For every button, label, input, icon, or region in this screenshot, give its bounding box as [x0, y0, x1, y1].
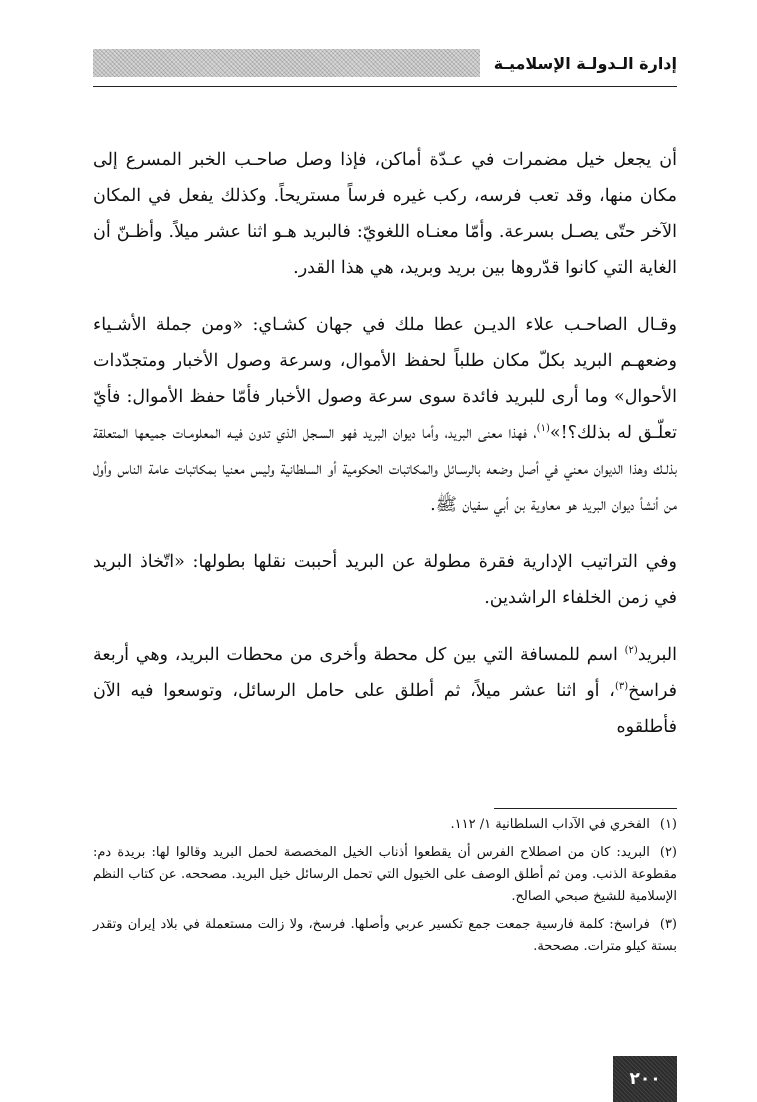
- header-pattern-band: [93, 49, 480, 77]
- paragraph-4-start: البريد: [637, 645, 677, 665]
- header-title: إدارة الـدولـة الإسلاميـة: [493, 53, 677, 73]
- paragraph-4-middle: اسم للمسافة التي بين كل محطة وأخرى من محطات البريد، وهي أربعة فراسخ: [93, 645, 677, 701]
- header-divider: [93, 86, 677, 87]
- footnote-3: [93, 914, 677, 958]
- footnote-number: (٣): [659, 917, 677, 932]
- paragraph-2-continued: ، فهذا معنى البريد، وأما ديوان البريد فهو السـجل الذي تدون فيـه المعلومـات جميعها المتعلقة بذلـك وهذا الديوان معني في أصل وضعه بالرسـائل والمكاتبات الحكومية أو السلطانية وليس معنيا بمكاتبات عامة الناس وأول من أنشأ ديوان البريد هو معاوية بن أبي سفيان ﷺ.: [93, 423, 677, 515]
- footnote-ref-3: (٣): [614, 681, 629, 693]
- footnote-text: فراسخ: كلمة فارسية جمعت جمع تكسير عربي وأصلها. فرسخ، ولا زالت مستعملة في بلاد إيران وتقدر بستة كيلو مترات. مصححة.: [93, 917, 677, 954]
- footnote-ref-2: (٢): [624, 645, 638, 657]
- footnotes: [93, 814, 677, 964]
- paragraph-2-text: وقـال الصاحـب علاء الديـن عطا ملك في جهان كشـاي: «ومن جملة الأشـياء وضعهـم البريد بكلّ مكان طلباً لحفظ الأموال، وسرعة وصول الأخبار ومتجدّدات الأحوال» وما أرى للبريد فائدة سوى سرعة وصول الأخبار فأمّا حفظ الأموال: فأيّ تعلّـق له بذلك؟!»: [93, 315, 677, 443]
- footnote-number: (٢): [659, 845, 677, 860]
- paragraph-3: وفي التراتيب الإدارية فقرة مطولة عن البريد أحببت نقلها بطولها: «اتّخاذ البريد في زمن الخلفاء الراشدين.: [93, 552, 677, 608]
- footnote-1: [93, 814, 677, 836]
- footnote-text: الفخري في الآداب السلطانية ١/ ١١٢.: [450, 817, 650, 832]
- page-number-box: [613, 1056, 677, 1102]
- paragraph-1: أن يجعل خيل مضمرات في عـدّة أماكن، فإذا وصل صاحـب الخبر المسرع إلى مكان منها، وقد تعب فرسه، ركب غيره فرساً مستريحاً. وكذلك يفعل في المكان الآخر حتّى يصـل بسرعة. وأمّا معنـاه اللغويّ: فالبريد هـو اثنا عشر ميلاً. وأظـنّ أن الغاية التي كانوا قدّروها بين بريد وبريد، هي هذا القدر.: [93, 150, 677, 278]
- footnote-divider: [494, 808, 677, 809]
- paragraph-4: [93, 637, 677, 745]
- footnote-2: [93, 842, 677, 908]
- footnote-number: (١): [659, 817, 677, 832]
- paragraph-4-end: ، أو اثنا عشر ميلاً، ثم أطلق على حامل الرسائل، وتوسعوا فيه الآن فأطلقوه: [93, 681, 677, 737]
- paragraph-2: [93, 307, 677, 523]
- body-text: [93, 142, 677, 766]
- footnote-ref-1: (١): [536, 423, 550, 435]
- page-number: ٢٠٠: [629, 1069, 661, 1089]
- footnote-text: البريد: كان من اصطلاح الفرس أن يقطعوا أذناب الخيل المخصصة لحمل البريد وقالوا لها: بريدة دم: مقطوعة الذنب. ومن ثم أطلق الوصف على الخيول التي تحمل الرسائل خيل البريد. مصححه. عن كتاب النظم الإسلامية للشيخ صبحي الصالح.: [93, 845, 677, 904]
- running-header: [93, 42, 677, 84]
